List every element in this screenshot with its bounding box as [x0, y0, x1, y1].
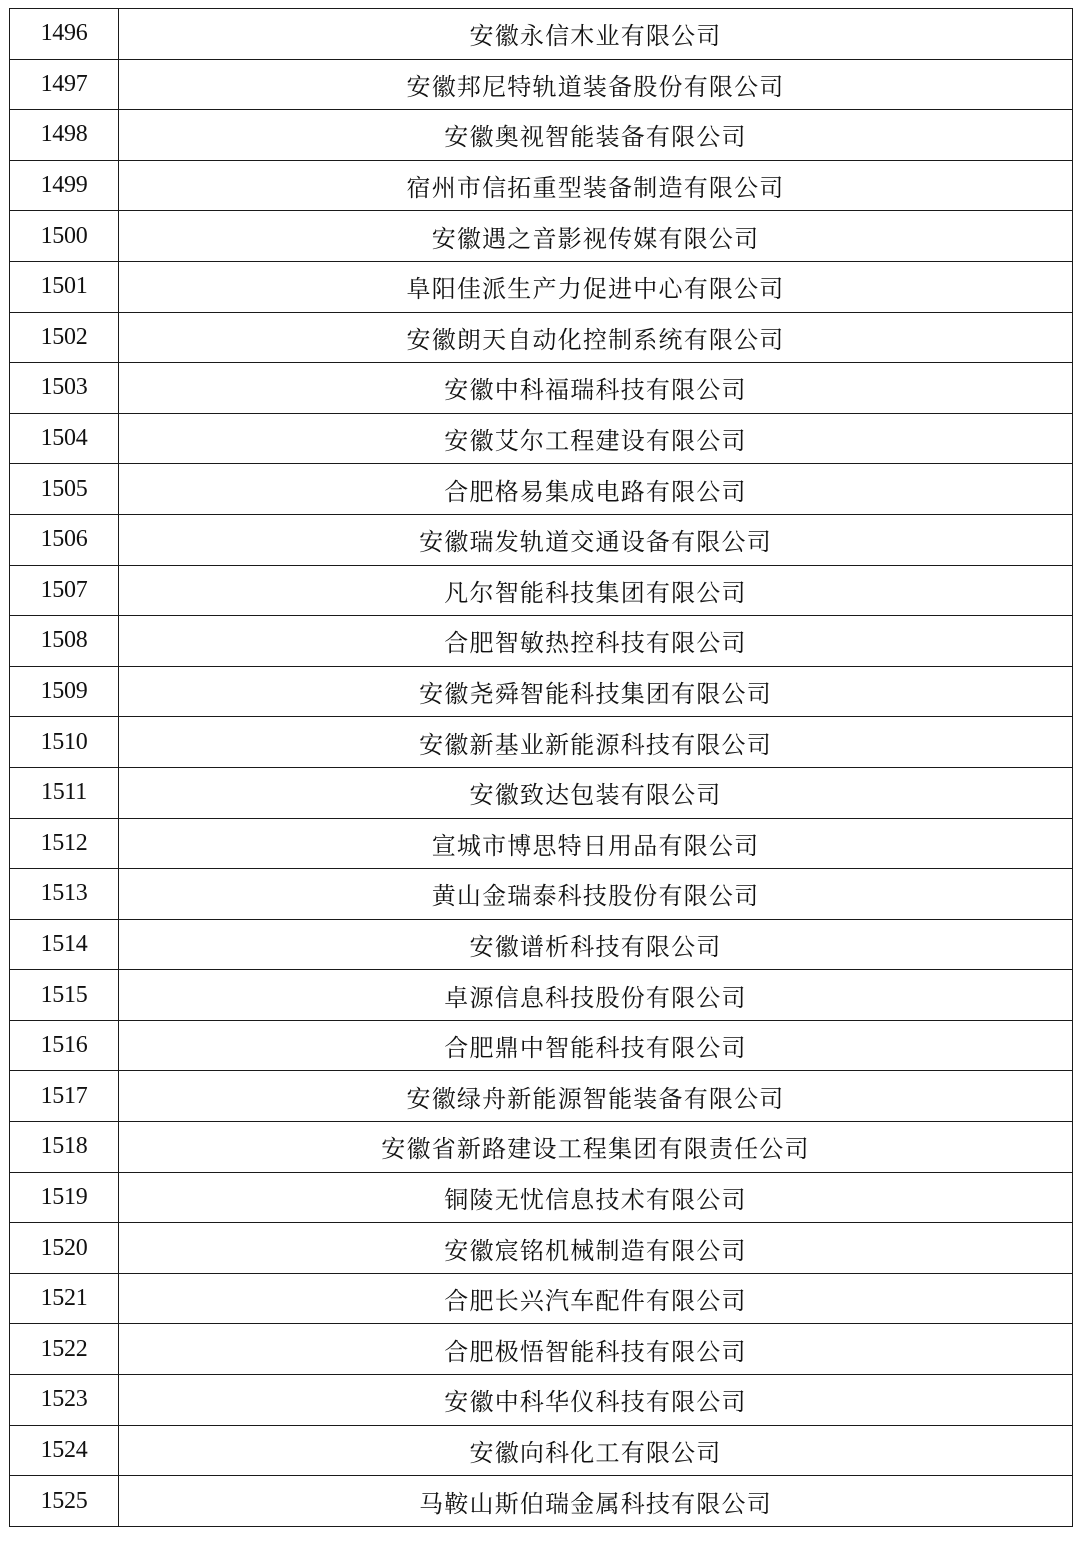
- row-number-cell: 1521: [10, 1273, 119, 1324]
- row-number-cell: 1496: [10, 9, 119, 60]
- company-name-cell: 安徽中科华仪科技有限公司: [119, 1375, 1073, 1426]
- table-row: [10, 1273, 1073, 1324]
- table-row: [10, 767, 1073, 818]
- table-row: [10, 1223, 1073, 1274]
- table-row: [10, 261, 1073, 312]
- row-number-cell: 1503: [10, 363, 119, 414]
- row-number-cell: 1509: [10, 666, 119, 717]
- table-row: [10, 464, 1073, 515]
- company-name-cell: 合肥极悟智能科技有限公司: [119, 1324, 1073, 1375]
- table-row: [10, 160, 1073, 211]
- company-name-cell: 安徽朗天自动化控制系统有限公司: [119, 312, 1073, 363]
- row-number-cell: 1517: [10, 1071, 119, 1122]
- table-row: [10, 1324, 1073, 1375]
- company-name-cell: 卓源信息科技股份有限公司: [119, 970, 1073, 1021]
- row-number-cell: 1519: [10, 1172, 119, 1223]
- table-row: [10, 413, 1073, 464]
- company-name-cell: 合肥格易集成电路有限公司: [119, 464, 1073, 515]
- company-name-cell: 安徽奥视智能装备有限公司: [119, 110, 1073, 161]
- row-number-cell: 1523: [10, 1375, 119, 1426]
- company-name-cell: 安徽中科福瑞科技有限公司: [119, 363, 1073, 414]
- table-row: [10, 717, 1073, 768]
- company-name-cell: 凡尔智能科技集团有限公司: [119, 565, 1073, 616]
- table-row: [10, 970, 1073, 1021]
- table-row: [10, 565, 1073, 616]
- company-list-table: [9, 8, 1073, 1527]
- company-name-cell: 合肥长兴汽车配件有限公司: [119, 1273, 1073, 1324]
- row-number-cell: 1498: [10, 110, 119, 161]
- company-name-cell: 安徽遇之音影视传媒有限公司: [119, 211, 1073, 262]
- table-row: [10, 9, 1073, 60]
- row-number-cell: 1497: [10, 59, 119, 110]
- row-number-cell: 1511: [10, 767, 119, 818]
- company-name-cell: 宣城市博思特日用品有限公司: [119, 818, 1073, 869]
- row-number-cell: 1525: [10, 1476, 119, 1527]
- company-name-cell: 阜阳佳派生产力促进中心有限公司: [119, 261, 1073, 312]
- company-name-cell: 安徽宸铭机械制造有限公司: [119, 1223, 1073, 1274]
- company-name-cell: 安徽尧舜智能科技集团有限公司: [119, 666, 1073, 717]
- company-name-cell: 安徽永信木业有限公司: [119, 9, 1073, 60]
- table-row: [10, 616, 1073, 667]
- table-row: [10, 1071, 1073, 1122]
- table-row: [10, 1020, 1073, 1071]
- table-row: [10, 1375, 1073, 1426]
- company-name-cell: 合肥智敏热控科技有限公司: [119, 616, 1073, 667]
- row-number-cell: 1514: [10, 919, 119, 970]
- table-row: [10, 363, 1073, 414]
- table-row: [10, 666, 1073, 717]
- company-name-cell: 安徽谱析科技有限公司: [119, 919, 1073, 970]
- row-number-cell: 1516: [10, 1020, 119, 1071]
- row-number-cell: 1513: [10, 869, 119, 920]
- company-name-cell: 安徽艾尔工程建设有限公司: [119, 413, 1073, 464]
- row-number-cell: 1510: [10, 717, 119, 768]
- row-number-cell: 1508: [10, 616, 119, 667]
- row-number-cell: 1505: [10, 464, 119, 515]
- row-number-cell: 1520: [10, 1223, 119, 1274]
- row-number-cell: 1504: [10, 413, 119, 464]
- company-name-cell: 安徽瑞发轨道交通设备有限公司: [119, 514, 1073, 565]
- row-number-cell: 1512: [10, 818, 119, 869]
- company-name-cell: 合肥鼎中智能科技有限公司: [119, 1020, 1073, 1071]
- company-name-cell: 黄山金瑞泰科技股份有限公司: [119, 869, 1073, 920]
- row-number-cell: 1501: [10, 261, 119, 312]
- row-number-cell: 1524: [10, 1425, 119, 1476]
- company-name-cell: 安徽邦尼特轨道装备股份有限公司: [119, 59, 1073, 110]
- row-number-cell: 1507: [10, 565, 119, 616]
- table-row: [10, 110, 1073, 161]
- company-name-cell: 安徽省新路建设工程集团有限责任公司: [119, 1122, 1073, 1173]
- table-row: [10, 818, 1073, 869]
- row-number-cell: 1518: [10, 1122, 119, 1173]
- row-number-cell: 1499: [10, 160, 119, 211]
- company-list-body: [10, 9, 1073, 1527]
- row-number-cell: 1515: [10, 970, 119, 1021]
- company-name-cell: 安徽向科化工有限公司: [119, 1425, 1073, 1476]
- row-number-cell: 1502: [10, 312, 119, 363]
- company-name-cell: 宿州市信拓重型装备制造有限公司: [119, 160, 1073, 211]
- company-name-cell: 铜陵无忧信息技术有限公司: [119, 1172, 1073, 1223]
- table-row: [10, 59, 1073, 110]
- company-name-cell: 马鞍山斯伯瑞金属科技有限公司: [119, 1476, 1073, 1527]
- table-row: [10, 869, 1073, 920]
- table-row: [10, 919, 1073, 970]
- table-row: [10, 1476, 1073, 1527]
- company-name-cell: 安徽绿舟新能源智能装备有限公司: [119, 1071, 1073, 1122]
- company-name-cell: 安徽新基业新能源科技有限公司: [119, 717, 1073, 768]
- row-number-cell: 1522: [10, 1324, 119, 1375]
- table-row: [10, 1122, 1073, 1173]
- row-number-cell: 1500: [10, 211, 119, 262]
- table-row: [10, 1425, 1073, 1476]
- table-row: [10, 211, 1073, 262]
- row-number-cell: 1506: [10, 514, 119, 565]
- table-row: [10, 312, 1073, 363]
- company-name-cell: 安徽致达包装有限公司: [119, 767, 1073, 818]
- table-row: [10, 514, 1073, 565]
- table-row: [10, 1172, 1073, 1223]
